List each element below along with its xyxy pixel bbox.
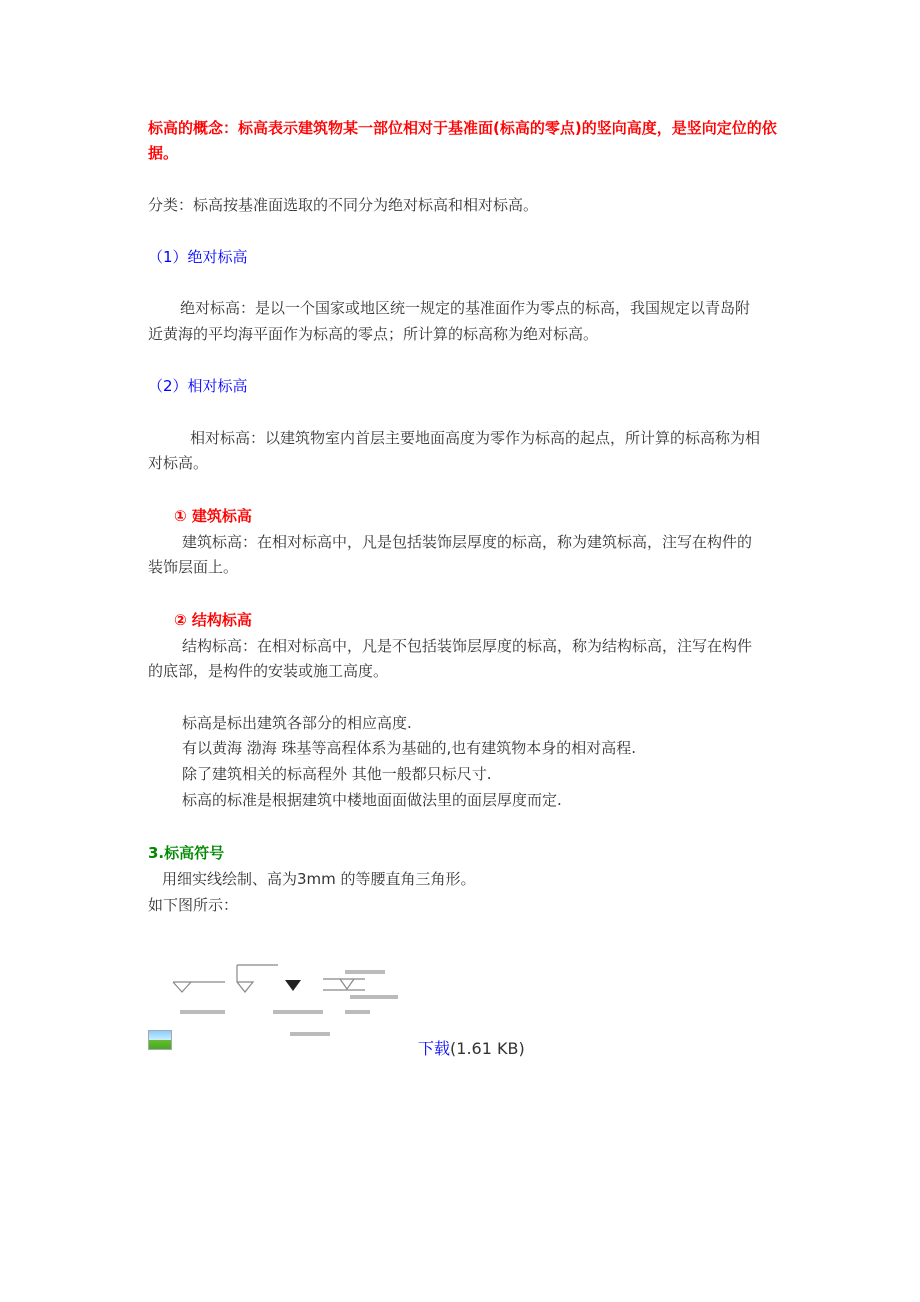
symbol-heading: 3.标高符号 <box>148 844 225 862</box>
architectural-line-2: 装饰层面上。 <box>148 558 239 576</box>
relative-line-1: 相对标高：以建筑物室内首层主要地面高度为零作为标高的起点，所计算的标高称为相 <box>190 429 761 447</box>
absolute-line-1: 绝对标高：是以一个国家或地区统一规定的基准面作为零点的标高，我国规定以青岛附 <box>180 299 751 317</box>
architectural-heading: ① 建筑标高 <box>174 507 252 525</box>
structural-line-2: 的底部，是构件的安装或施工高度。 <box>148 662 389 680</box>
architectural-line-1: 建筑标高：在相对标高中，凡是包括装饰层厚度的标高，称为建筑标高，注写在构件的 <box>182 533 753 551</box>
concept-line-1: 标高的概念：标高表示建筑物某一部位相对于基准面(标高的零点)的竖向高度，是竖向定位的依 <box>148 119 777 137</box>
concept-line-2: 据。 <box>148 144 179 162</box>
note-2: 有以黄海 渤海 珠基等高程体系为基础的,也有建筑物本身的相对高程. <box>182 739 637 757</box>
download-link[interactable]: 下载 <box>418 1039 451 1058</box>
relative-line-2: 对标高。 <box>148 454 209 472</box>
note-4: 标高的标准是根据建筑中楼地面面做法里的面层厚度而定. <box>182 791 562 809</box>
image-placeholder-icon[interactable] <box>148 1030 172 1050</box>
symbol-line-2: 如下图所示： <box>148 896 239 914</box>
structural-line-1: 结构标高：在相对标高中，凡是不包括装饰层厚度的标高，称为结构标高，注写在构件 <box>182 637 753 655</box>
classification-text: 分类：标高按基准面选取的不同分为绝对标高和相对标高。 <box>148 196 539 214</box>
absolute-heading: （1）绝对标高 <box>148 248 248 266</box>
file-size: (1.61 KB) <box>450 1039 525 1058</box>
note-1: 标高是标出建筑各部分的相应高度. <box>182 714 412 732</box>
structural-heading: ② 结构标高 <box>174 611 252 629</box>
elevation-symbol-diagram <box>165 955 425 1050</box>
download-row <box>418 1036 525 1059</box>
relative-heading: （2）相对标高 <box>148 377 248 395</box>
note-3: 除了建筑相关的标高程外 其他一般都只标尺寸. <box>182 765 492 783</box>
absolute-line-2: 近黄海的平均海平面作为标高的零点；所计算的标高称为绝对标高。 <box>148 325 599 343</box>
symbol-line-1: 用细实线绘制、高为3mm 的等腰直角三角形。 <box>162 870 476 888</box>
